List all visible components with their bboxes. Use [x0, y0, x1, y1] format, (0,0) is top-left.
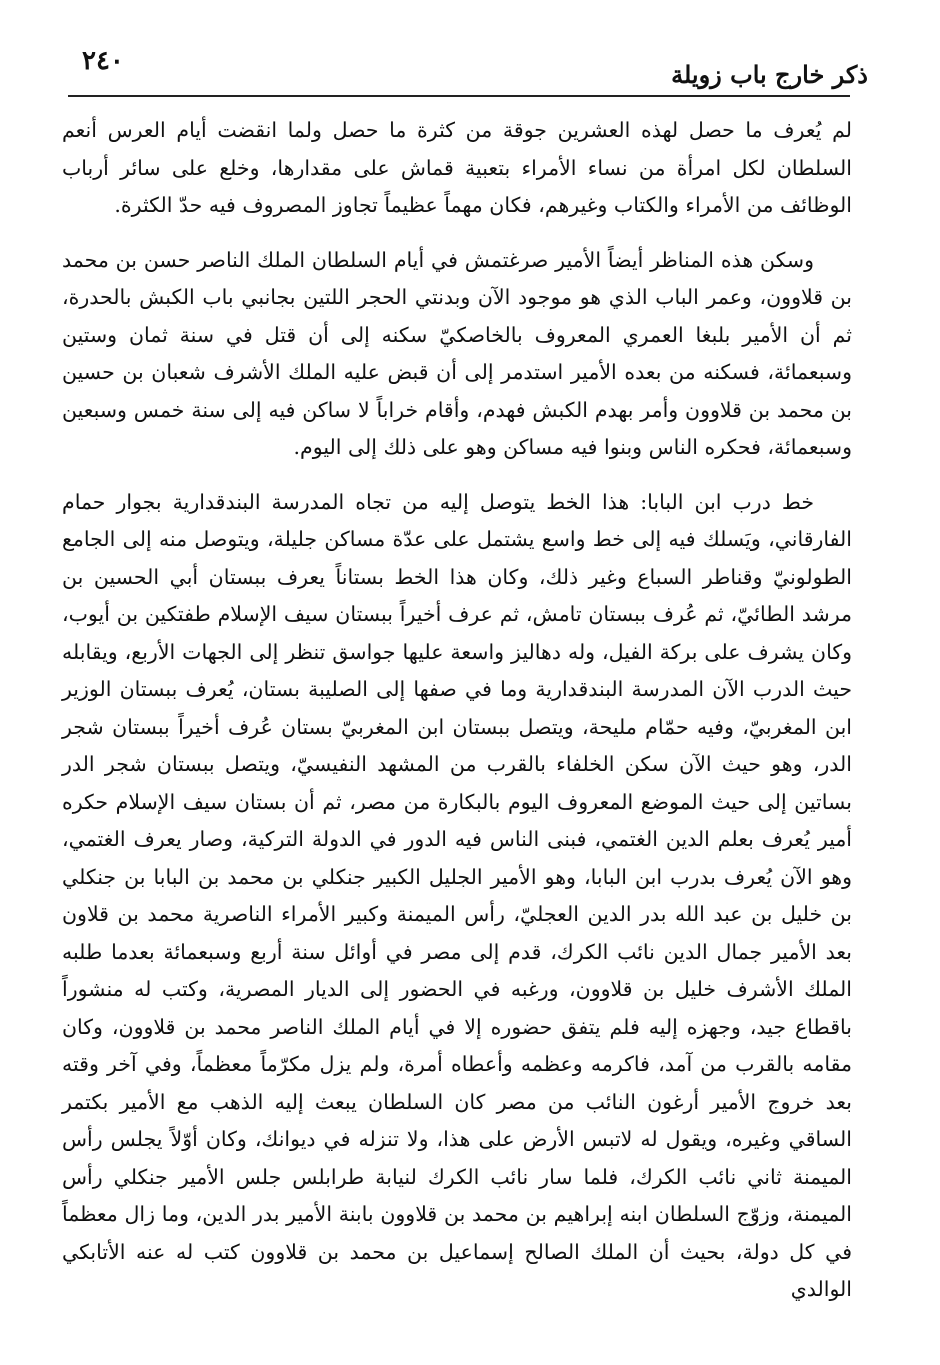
- page-number: ٢٤٠: [82, 46, 124, 76]
- header-rule: [68, 95, 850, 97]
- page-body: [62, 112, 852, 1332]
- running-title: ذكر خارج باب زويلة: [671, 60, 868, 89]
- paragraph-2: وسكن هذه المناظر أيضاً الأمير صرغتمش في أيام السلطان الملك الناصر حسن بن محمد بن قلاوون، وعمر الباب الذي هو موجود الآن وبدنتي الحجر اللتين بجانبي باب الكبش بالحدرة، ثم أن الأمير بلبغا العمري المعروف بالخاصكيّ سكنه إلى أن قتل في سنة ثمان وستين وسبعمائة، فسكنه من بعده الأمير استدمر إلى أن قبض عليه الملك الأشرف شعبان بن حسين بن محمد بن قلاوون وأمر بهدم الكبش فهدم، وأقام خراباً لا ساكن فيه إلى سنة خمس وسبعين وسبعمائة، فحكره الناس وبنوا فيه مساكن وهو على ذلك إلى اليوم.: [62, 247, 852, 459]
- paragraph-1: لم يُعرف ما حصل لهذه العشرين جوقة من كثرة ما حصل ولما انقضت أيام العرس أنعم السلطان لكل امرأة من نساء الأمراء بتعبية قماش على مقدارها، وخلع على سائر أرباب الوظائف من الأمراء والكتاب وغيرهم، فكان مهماً عظيماً تجاوز المصروف فيه حدّ الكثرة.: [62, 118, 852, 217]
- paragraph-3: خط درب ابن البابا: هذا الخط يتوصل إليه من تجاه المدرسة البندقدارية بجوار حمام الفارقاني، ويَسلك فيه إلى خط واسع يشتمل على عدّة مساكن جليلة، ويتوصل منه إلى الجامع الطولونيّ وقناطر السباع وغير ذلك، وكان هذا الخط بستاناً يعرف ببستان أبي الحسين بن مرشد الطائيّ، ثم عُرف ببستان تامش، ثم عرف أخيراً ببستان سيف الإسلام طفتكين بن أيوب، وكان يشرف على بركة الفيل، وله دهاليز واسعة عليها جواسق تنظر إلى الجهات الأربع، ويقابله حيث الدرب الآن المدرسة البندقدارية وما في صفها إلى الصليبة بستان، يُعرف ببستان الوزير ابن المغربيّ، وفيه حمّام مليحة، ويتصل ببستان ابن المغربيّ بستان عُرف أخيراً ببستان شجر الدر، وهو حيث الآن سكن الخلفاء بالقرب من المشهد النفيسيّ، ويتصل ببستان شجر الدر بساتين إلى حيث الموضع المعروف اليوم بالبكارة من مصر، ثم أن بستان سيف الإسلام حكره أمير يُعرف بعلم الدين الغتمي، فبنى الناس فيه الدور في الدولة التركية، وصار يعرف الغتمي، وهو الآن يُعرف بدرب ابن البابا، وهو الأمير الجليل الكبير جنكلي بن محمد بن البابا بن جنكلي بن خليل بن عبد الله بدر الدين العجليّ، رأس الميمنة وكبير الأمراء الناصرية محمد بن قلاون بعد الأمير جمال الدين نائب الكرك، قدم إلى مصر في أوائل سنة أربع وسبعمائة بعدما طلبه الملك الأشرف خليل بن قلاوون، ورغبه في الحضور إلى الديار المصرية، وكتب له منشوراً باقطاع جيد، وجهزه إليه فلم يتفق حضوره إلا في أيام الملك الناصر محمد بن قلاوون، وكان مقامه بالقرب من آمد، فاكرمه وعظمه وأعطاه أمرة، ولم يزل مكرّماً معظماً، وفي آخر وقته بعد خروج الأمير أرغون النائب من مصر كان السلطان يبعث إليه الذهب مع الأمير بكتمر الساقي وغيره، ويقول له لاتبس الأرض على هذا، ولا تنزله في ديوانك، وكان أوّلاً يجلس رأس الميمنة ثاني نائب الكرك، فلما سار نائب الكرك لنيابة طرابلس جلس الأمير جنكلي رأس الميمنة، وزوّج السلطان ابنه إبراهيم بن محمد بن قلاوون بابنة الأمير بدر الدين، وما زال معظماً في كل دولة، بحيث أن الملك الصالح إسماعيل بن محمد بن قلاوون كتب له عنه الأتابكي الوالدي: [62, 489, 852, 1301]
